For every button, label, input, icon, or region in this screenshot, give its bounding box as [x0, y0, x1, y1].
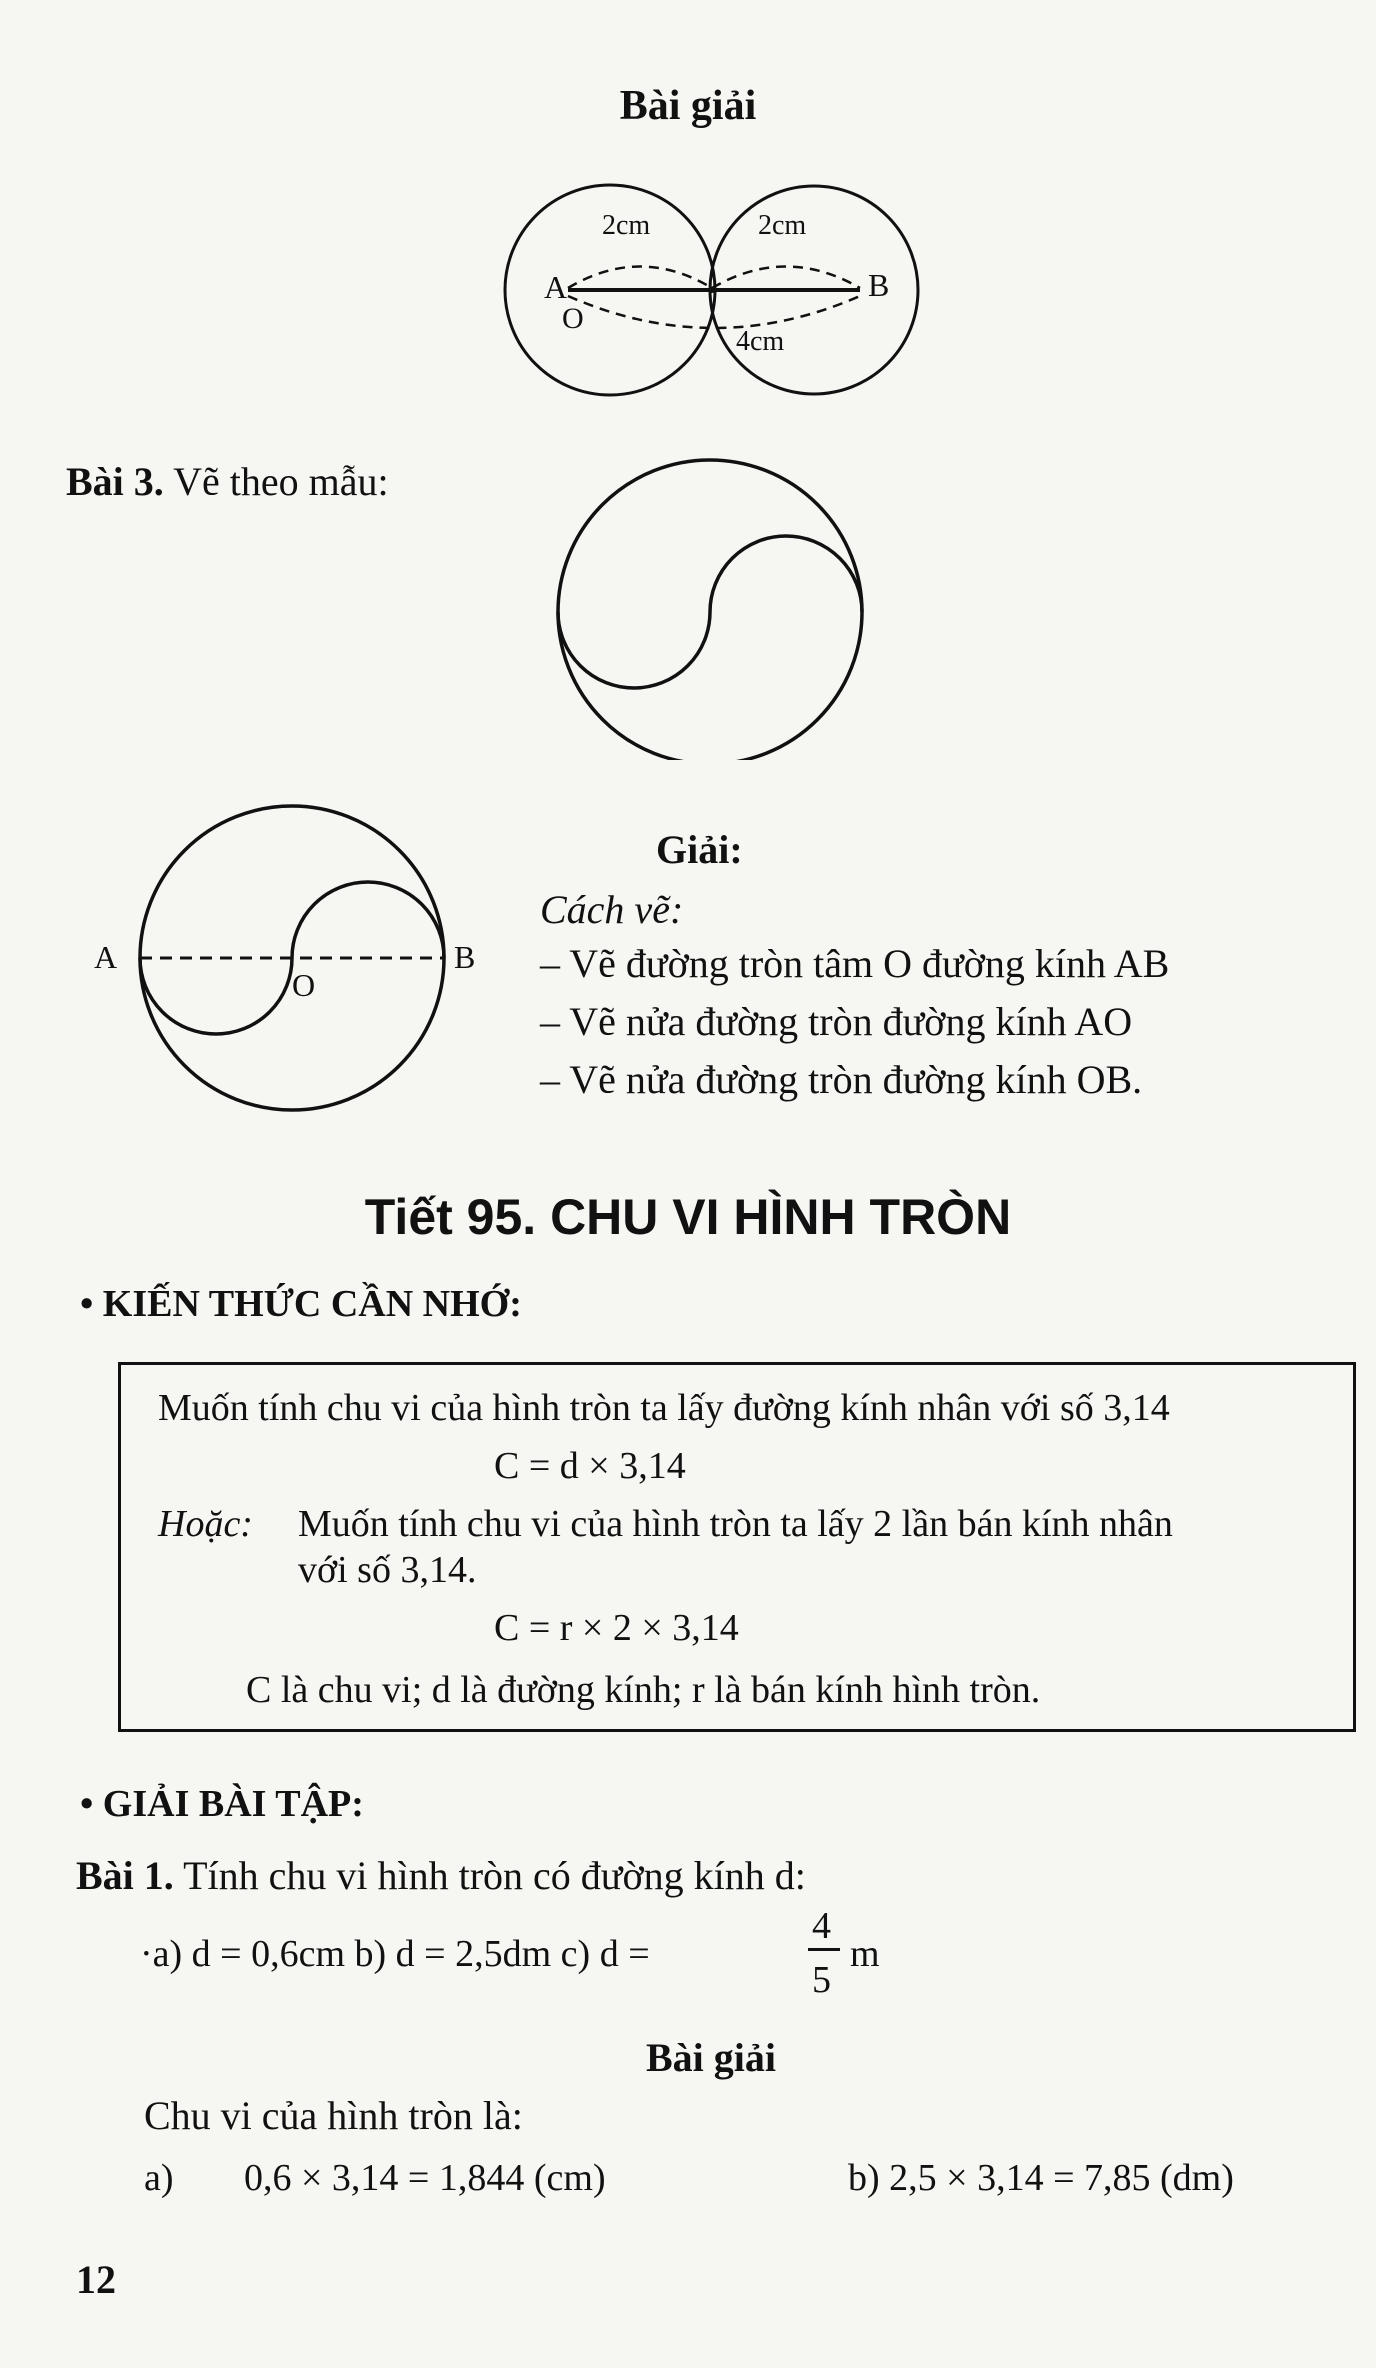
formula-legend: C là chu vi; d là đường kính; r là bán kính hình tròn. [246, 1669, 1041, 1711]
sample-s-curve [558, 536, 862, 688]
fraction-numerator: 4 [812, 1905, 831, 1947]
solution-title: Giải: [656, 827, 743, 872]
answer-a-label: a) [144, 2157, 174, 2199]
fraction-unit: m [850, 1933, 880, 1975]
method-label: Cách vẽ: [540, 887, 684, 932]
right-radius-label: 2cm [758, 210, 807, 241]
lesson-title: Tiết 95. CHU VI HÌNH TRÒN [364, 1189, 1012, 1245]
exercise1-number: Bài 1. [76, 1853, 174, 1898]
rule-diameter: Muốn tính chu vi của hình tròn ta lấy đường kính nhân với số 3,14 [158, 1387, 1170, 1429]
labeled-point-a: A [94, 939, 118, 975]
point-o-label: O [562, 302, 584, 335]
drawing-step-3: – Vẽ nửa đường tròn đường kính OB. [540, 1057, 1143, 1102]
drawing-step-1: – Vẽ đường tròn tâm O đường kính AB [540, 941, 1170, 986]
exercise3-prompt [66, 458, 389, 505]
labeled-figure [80, 800, 500, 1140]
labeled-point-b: B [454, 939, 476, 975]
right-radius-arc [712, 267, 860, 289]
figure1-title: Bài giải [619, 83, 757, 129]
answer-b: b) 2,5 × 3,14 = 7,85 (dm) [848, 2157, 1234, 2199]
left-radius-arc [568, 267, 712, 289]
rule-radius-line1: Muốn tính chu vi của hình tròn ta lấy 2 lần bán kính nhân [298, 1503, 1173, 1545]
point-a-label: A [544, 269, 568, 305]
exercise1-options: ·a) d = 0,6cm b) d = 2,5dm c) d = [140, 1933, 650, 1975]
formula-diameter: C = d × 3,14 [494, 1445, 686, 1487]
point-b-label: B [868, 267, 890, 303]
exercise1-solution-title: Bài giải [646, 2035, 777, 2080]
exercise3-number: Bài 3. [66, 459, 164, 504]
exercise1-text: Tính chu vi hình tròn có đường kính d: [173, 1853, 806, 1898]
exercises-heading: • GIẢI BÀI TẬP: [80, 1783, 364, 1825]
knowledge-heading: • KIẾN THỨC CẦN NHỚ: [80, 1283, 522, 1325]
sample-figure [540, 450, 880, 760]
drawing-step-2: – Vẽ nửa đường tròn đường kính AO [540, 999, 1133, 1044]
formula-radius: C = r × 2 × 3,14 [494, 1607, 739, 1649]
two-circles-figure [390, 150, 1040, 470]
or-label: Hoặc: [158, 1503, 253, 1545]
page-number: 12 [76, 2257, 116, 2302]
solution-intro: Chu vi của hình tròn là: [144, 2093, 523, 2138]
rule-radius-line2: với số 3,14. [298, 1549, 477, 1591]
diameter-label: 4cm [736, 326, 785, 357]
left-radius-label: 2cm [602, 210, 651, 241]
exercise1-prompt [76, 1852, 806, 1899]
fraction-denominator: 5 [812, 1959, 831, 2001]
exercise3-text: Vẽ theo mẫu: [163, 459, 389, 504]
answer-a: 0,6 × 3,14 = 1,844 (cm) [244, 2157, 606, 2199]
fraction-bar [808, 1948, 840, 1951]
labeled-point-o: O [292, 967, 316, 1003]
